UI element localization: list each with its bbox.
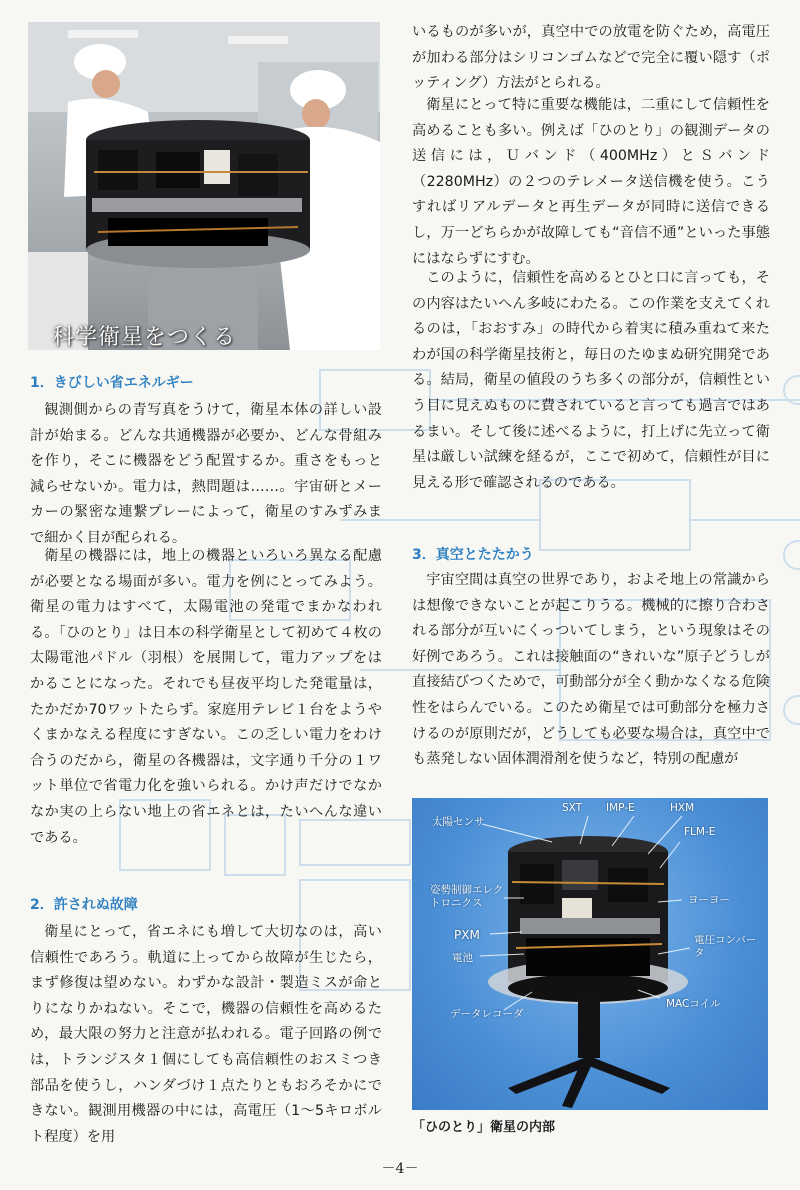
- label-sun-sensor: 太陽センサ: [432, 816, 485, 828]
- section1-paragraph-2: 衛星の機器には，地上の機器といろいろ異なる配慮が必要となる場面が多い。電力を例にとってみよう。衛星の電力はすべて，太陽電池の発電でまかなわれる。「ひのとり」は日本の科学衛星として初めて４枚の太陽電池パドル（羽根）を展開して，電力アップをはかることになった。それでも昼夜平均した発電量は，たかだか70ワットたらず。家庭用テレビ１台をようやくまかなえる程度にすぎない。この乏しい電力をわけ合うのだから，衛星の各機器は，文字通り千分の１ワット単位で省電力化を強いられる。かけ声だけでなかなか実の上らない地上の省エネとは，たいへんな違いである。: [30, 548, 382, 846]
- page-number: －4－: [381, 1161, 419, 1177]
- satellite-assembly-photo: [28, 22, 380, 350]
- assembly-illustration: [28, 22, 380, 350]
- label-battery: 電池: [452, 952, 473, 964]
- interior-photo-caption: 「ひのとり」衛星の内部: [412, 1120, 556, 1135]
- label-attitude-control: 姿勢制御エレクトロニクス: [430, 884, 504, 909]
- section3-paragraph-1: 宇宙空間は真空の世界であり，およそ地上の常識からは想像できないことが起こりうる。機械的に擦り合わされる部分が互いにくっついてしまう，という現象はその好例であろう。これは接触面の“きれいな”原子どうしが直接結びつくためで，可動部分が全く動かなくなる危険性をはらんでいる。このため衛星では可動部分を極力さけるのが原則だが，どうしても必要な場合は，真空中でも蒸発しない固体潤滑剤を使うなど，特別の配慮が: [412, 572, 770, 768]
- photo-caption-overlay: 科学衛星をつくる: [52, 325, 237, 350]
- label-imp-e: IMP-E: [606, 802, 635, 814]
- satellite-interior-photo: [412, 798, 768, 1110]
- section1-paragraph-1: 観測側からの青写真をうけて，衛星本体の詳しい設計が始まる。どんな共通機器が必要か、どんな骨組みを作り，そこに機器をどう配置するか。重さをもっと減らせないか。電力は，熱問題は……。宇宙研とメーカーの緊密な連繋プレーによって，衛星のすみずみまで細かく目が配られる。: [30, 402, 382, 546]
- right-paragraph-2: 衛星にとって特に重要な機能は，二重にして信頼性を高めることも多い。例えば「ひのとり」の観測データの送信には，Ｕバンド（400MHz）とＳバンド（2280MHz）の２つのテレメータ送信機を使う。こうすればリアルデータと再生データが同時に送信できるし，万一どちらかが故障しても“音信不通”といった事態にはならずにすむ。: [412, 97, 770, 267]
- section-heading-1: 1．きびしい省エネルギー: [30, 375, 194, 391]
- label-sxt: SXT: [562, 802, 583, 814]
- label-hxm: HXM: [670, 802, 695, 814]
- section-heading-3: 3．真空とたたかう: [412, 547, 534, 563]
- right-paragraph-3: このように，信頼性を高めるとひと口に言っても，その内容はたいへん多岐にわたる。この作業を支えてくれるのは，「おおすみ」の時代から着実に積み重ねて来たわが国の科学衛星技術と，毎日のたゆまぬ研究開発である。結局，衛星の値段のうち多くの部分が，信頼性という目に見えぬものに費されていると言っても過言ではあるまい。そして後に述べるように，打上げに先立って衛星は厳しい試練を経るが，ここで初めて，信頼性が目に見える形で確認されるのである。: [412, 270, 771, 491]
- label-yoyo: ヨーヨー: [688, 894, 730, 906]
- section-heading-2: 2．許されぬ故障: [30, 897, 138, 913]
- label-mac-coil: MACコイル: [666, 998, 721, 1010]
- label-pxm: PXM: [454, 928, 480, 942]
- right-paragraph-1: いるものが多いが，真空中での放電を防ぐため，高電圧が加わる部分はシリコンゴムなどで完全に覆い隠す（ポッティング）方法がとられる。: [412, 24, 770, 92]
- label-flm-e: FLM-E: [684, 826, 716, 838]
- section2-paragraph-1: 衛星にとって，省エネにも増して大切なのは，高い信頼性であろう。軌道に上ってから故障が生じたら，まず修復は望めない。わずかな設計・製造ミスが命とりになりかねない。そこで，機器の信頼性を高めるため，最大限の努力と注意が払われる。電子回路の例では，トランジスタ１個にしても高信頼性のおスミつき部品を使うし，ハンダづけ１点たりともおろそかにできない。観測用機器の中には，高電圧（1～5キロボルト程度）を用: [30, 924, 382, 1145]
- label-data-recorder: データレコーダ: [450, 1008, 524, 1020]
- label-voltage-converter: 電圧コンバータ: [694, 934, 757, 959]
